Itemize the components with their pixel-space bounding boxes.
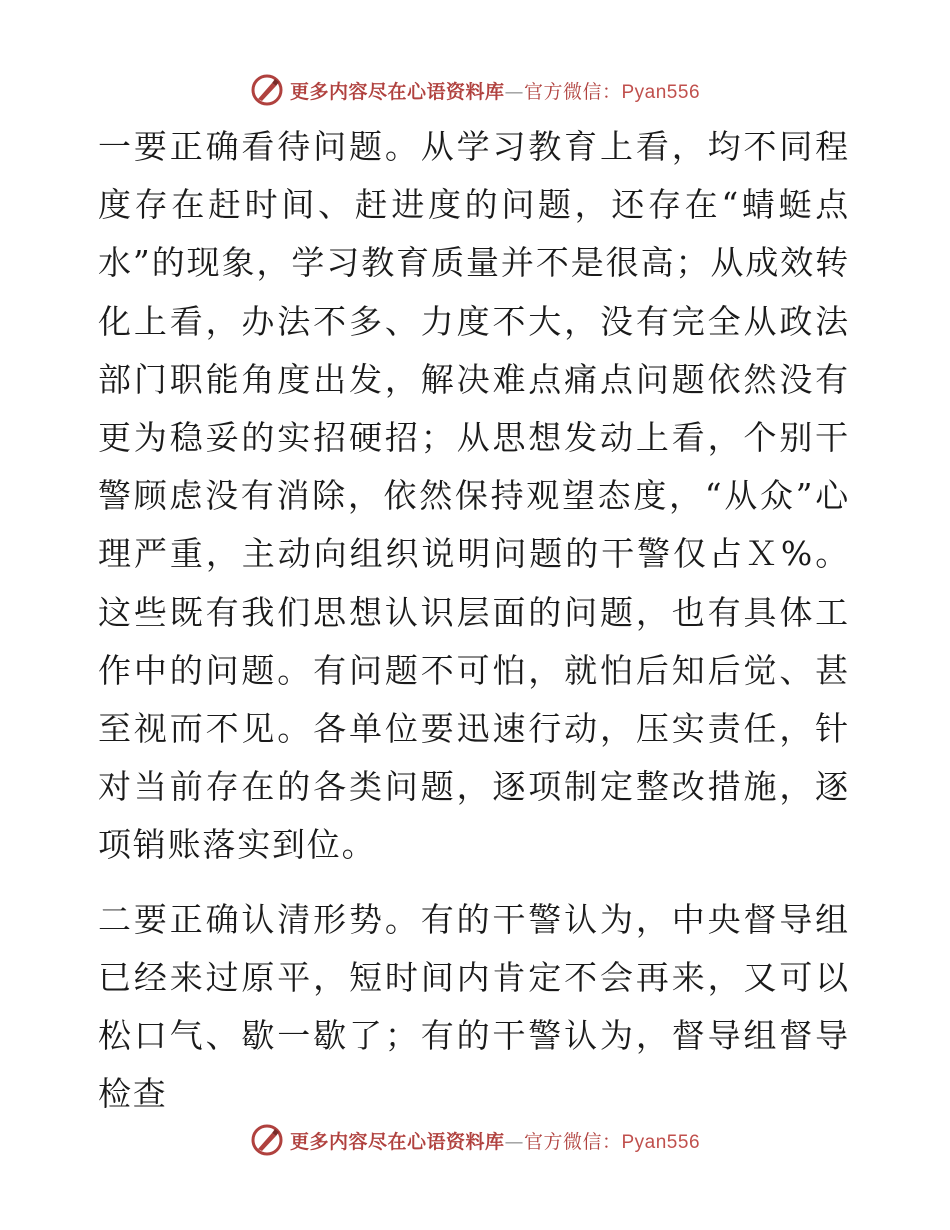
footer-wechat-id: Pyan556 [621, 1131, 701, 1153]
footer-dash: — [504, 1130, 524, 1153]
footer-wechat-label: 官方微信： [523, 1130, 622, 1153]
pen-logo-icon [250, 73, 284, 107]
pen-logo-icon [250, 1123, 284, 1157]
header-wechat-id: Pyan556 [621, 81, 701, 103]
footer-banner-text [290, 1127, 700, 1154]
document-body [98, 118, 850, 1123]
header-wechat-label: 官方微信： [523, 80, 622, 103]
body-paragraph-2: 二要正确认清形势。有的干警认为，中央督导组已经来过原平，短时间内肯定不会再来，又可以松口气、歇一歇了；有的干警认为，督导组督导检查 [98, 899, 850, 1114]
header-banner [0, 70, 950, 110]
header-brand-text: 更多内容尽在心语资料库 [289, 80, 505, 103]
footer-banner [0, 1120, 950, 1160]
header-dash: — [504, 80, 524, 103]
footer-brand-text: 更多内容尽在心语资料库 [289, 1130, 505, 1153]
body-paragraph-1: 一要正确看待问题。从学习教育上看，均不同程度存在赶时间、赶进度的问题，还存在“蜻蜓点水”的现象，学习教育质量并不是很高；从成效转化上看，办法不多、力度不大，没有完全从政法部门职能角度出发，解决难点痛点问题依然没有更为稳妥的实招硬招；从思想发动上看，个别干警顾虑没有消除，依然保持观望态度，“从众”心理严重，主动向组织说明问题的干警仅占Ｘ%。这些既有我们思想认识层面的问题，也有具体工作中的问题。有问题不可怕，就怕后知后觉、甚至视而不见。各单位要迅速行动，压实责任，针对当前存在的各类问题，逐项制定整改措施，逐项销账落实到位。 [98, 127, 850, 865]
header-banner-text [290, 77, 700, 104]
